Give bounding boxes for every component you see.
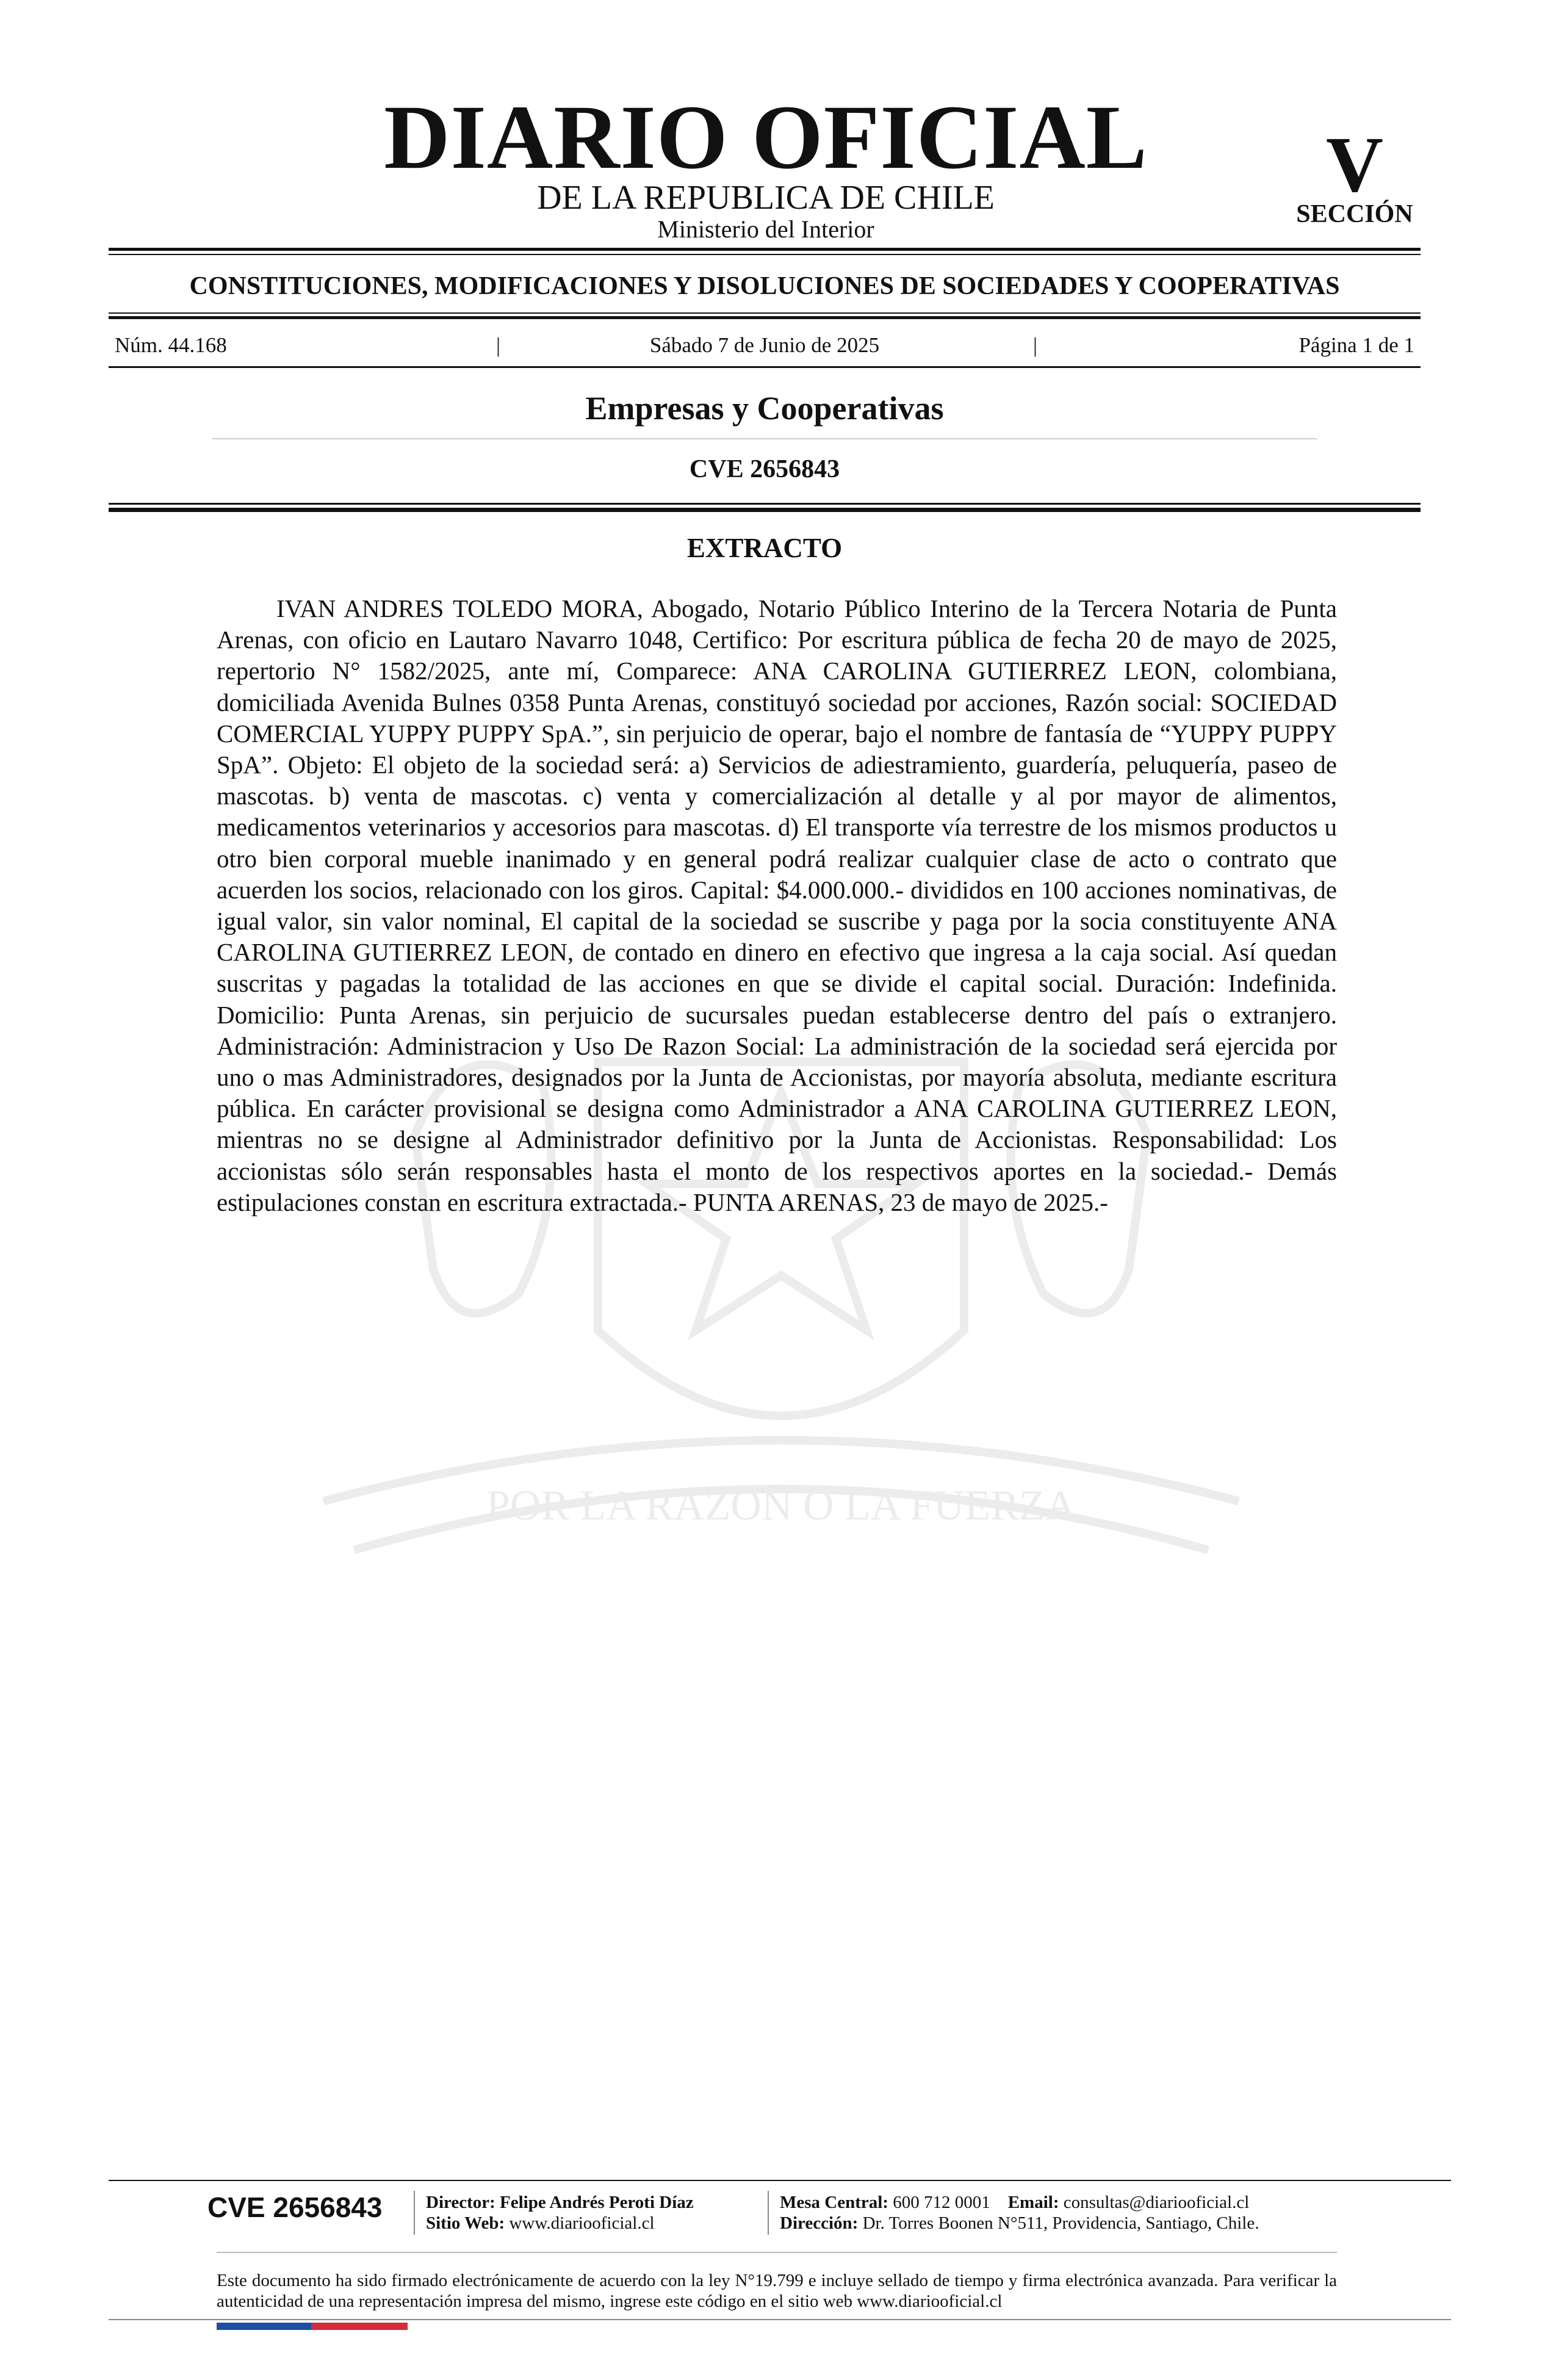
director-label: Director: — [426, 2193, 495, 2212]
footer-rule-bottom — [109, 2319, 1451, 2320]
watermark-motto: POR LA RAZON O LA FUERZA — [486, 1482, 1076, 1529]
director-name: Felipe Andrés Peroti Díaz — [500, 2193, 694, 2212]
flag-stripe-blue — [217, 2323, 311, 2330]
address-label: Dirección: — [780, 2213, 859, 2233]
band-title: CONSTITUCIONES, MODIFICACIONES Y DISOLUCIONES DE SOCIEDADES Y COOPERATIVAS — [189, 272, 1340, 300]
phone-value: 600 712 0001 — [893, 2193, 990, 2212]
flag-stripe-red — [311, 2323, 408, 2330]
masthead-title: DIARIO OFICIAL — [384, 87, 1148, 188]
web-link[interactable]: www.diariooficial.cl — [509, 2213, 655, 2233]
section-letter: V — [1326, 121, 1383, 209]
email-link[interactable]: consultas@diariooficial.cl — [1063, 2193, 1250, 2212]
footer-rule-top — [109, 2180, 1451, 2181]
footer-director-block — [426, 2192, 768, 2234]
masthead-subtitle: DE LA REPUBLICA DE CHILE — [537, 179, 995, 217]
issue-page: Página 1 de 1 — [1298, 333, 1414, 357]
web-label: Sitio Web: — [426, 2213, 505, 2233]
rule-cve-thin — [109, 503, 1421, 505]
section-divider — [212, 438, 1317, 439]
section-label: SECCIÓN — [1296, 200, 1413, 228]
rule-issue — [109, 366, 1421, 368]
phone-label: Mesa Central: — [780, 2193, 888, 2212]
rule-top-thick — [109, 248, 1421, 251]
cve-code: CVE 2656843 — [689, 455, 840, 483]
email-label: Email: — [1007, 2193, 1059, 2212]
rule-top-thin — [109, 254, 1421, 255]
issue-separator-left: | — [496, 333, 501, 357]
masthead-ministry: Ministerio del Interior — [657, 215, 874, 243]
address-value: Dr. Torres Boonen N°511, Providencia, Santiago, Chile. — [862, 2213, 1259, 2233]
issue-number: Núm. 44.168 — [115, 333, 227, 357]
footer-contact-block — [780, 2192, 1341, 2234]
rule-band-thick — [109, 316, 1421, 319]
rule-cve-thick — [109, 508, 1421, 512]
extracto-title: EXTRACTO — [686, 533, 843, 563]
footer-cve: CVE 2656843 — [207, 2191, 383, 2223]
footer-divider-1 — [414, 2191, 415, 2235]
section-title: Empresas y Cooperativas — [585, 390, 944, 427]
footer-signature-note: Este documento ha sido firmado electrónicamente de acuerdo con la ley N°19.799 e incluye sellado de tiempo y firma electrónica avanzada. Para verificar la autenticidad de una representación impresa del mismo, ingrese este código en el sitio web www.diariooficial.cl — [217, 2271, 1337, 2311]
footer-rule-mid — [217, 2252, 1337, 2253]
rule-band-thin — [109, 312, 1421, 314]
footer-divider-2 — [768, 2191, 769, 2235]
issue-date: Sábado 7 de Junio de 2025 — [649, 333, 880, 357]
extracto-body: IVAN ANDRES TOLEDO MORA, Abogado, Notario Público Interino de la Tercera Notaria de Punta Arenas, con oficio en Lautaro Navarro 1048, Certifico: Por escritura pública de fecha 20 de mayo de 2025, repertorio N° 1582/2025, ante mí, Comparece: ANA CAROLINA GUTIERREZ LEON, colombiana, domiciliada Avenida Bulnes 0358 Punta Arenas, constituyó sociedad por acciones, Razón social: SOCIEDAD COMERCIAL YUPPY PUPPY SpA.”, sin perjuicio de operar, bajo el nombre de fantasía de “YUPPY PUPPY SpA”. Objeto: El objeto de la sociedad será: a) Servicios de adiestramiento, guardería, peluquería, paseo de mascotas. b) venta de mascotas. c) venta y comercialización al detalle y al por mayor de alimentos, medicamentos veterinarios y accesorios para mascotas. d) El transporte vía terrestre de los mismos productos u otro bien corporal mueble inanimado y en general podrá realizar cualquier clase de acto o contrato que acuerden los socios, relacionado con los giros. Capital: $4.000.000.- divididos en 100 acciones nominativas, de igual valor, sin valor nominal, El capital de la sociedad se suscribe y paga por la socia constituyente ANA CAROLINA GUTIERREZ LEON, de contado en dinero en efectivo que ingresa a la caja social. Así quedan suscritas y pagadas la totalidad de las acciones en que se divide el capital social. Duración: Indefinida. Domicilio: Punta Arenas, sin perjuicio de sucursales puedan establecerse dentro del país o extranjero. Administración: Administracion y Uso De Razon Social: La administración de la sociedad será ejercida por uno o mas Administradores, designados por la Junta de Accionistas, por mayoría absoluta, mediante escritura pública. En carácter provisional se designa como Administrador a ANA CAROLINA GUTIERREZ LEON, mientras no se designe al Administrador definitivo por la Junta de Accionistas. Responsabilidad: Los accionistas sólo serán responsables hasta el monto de los respectivos aportes en la sociedad.- Demás estipulaciones constan en escritura extractada.- PUNTA ARENAS, 23 de mayo de 2025.- — [217, 594, 1337, 1216]
issue-separator-right: | — [1033, 333, 1038, 357]
